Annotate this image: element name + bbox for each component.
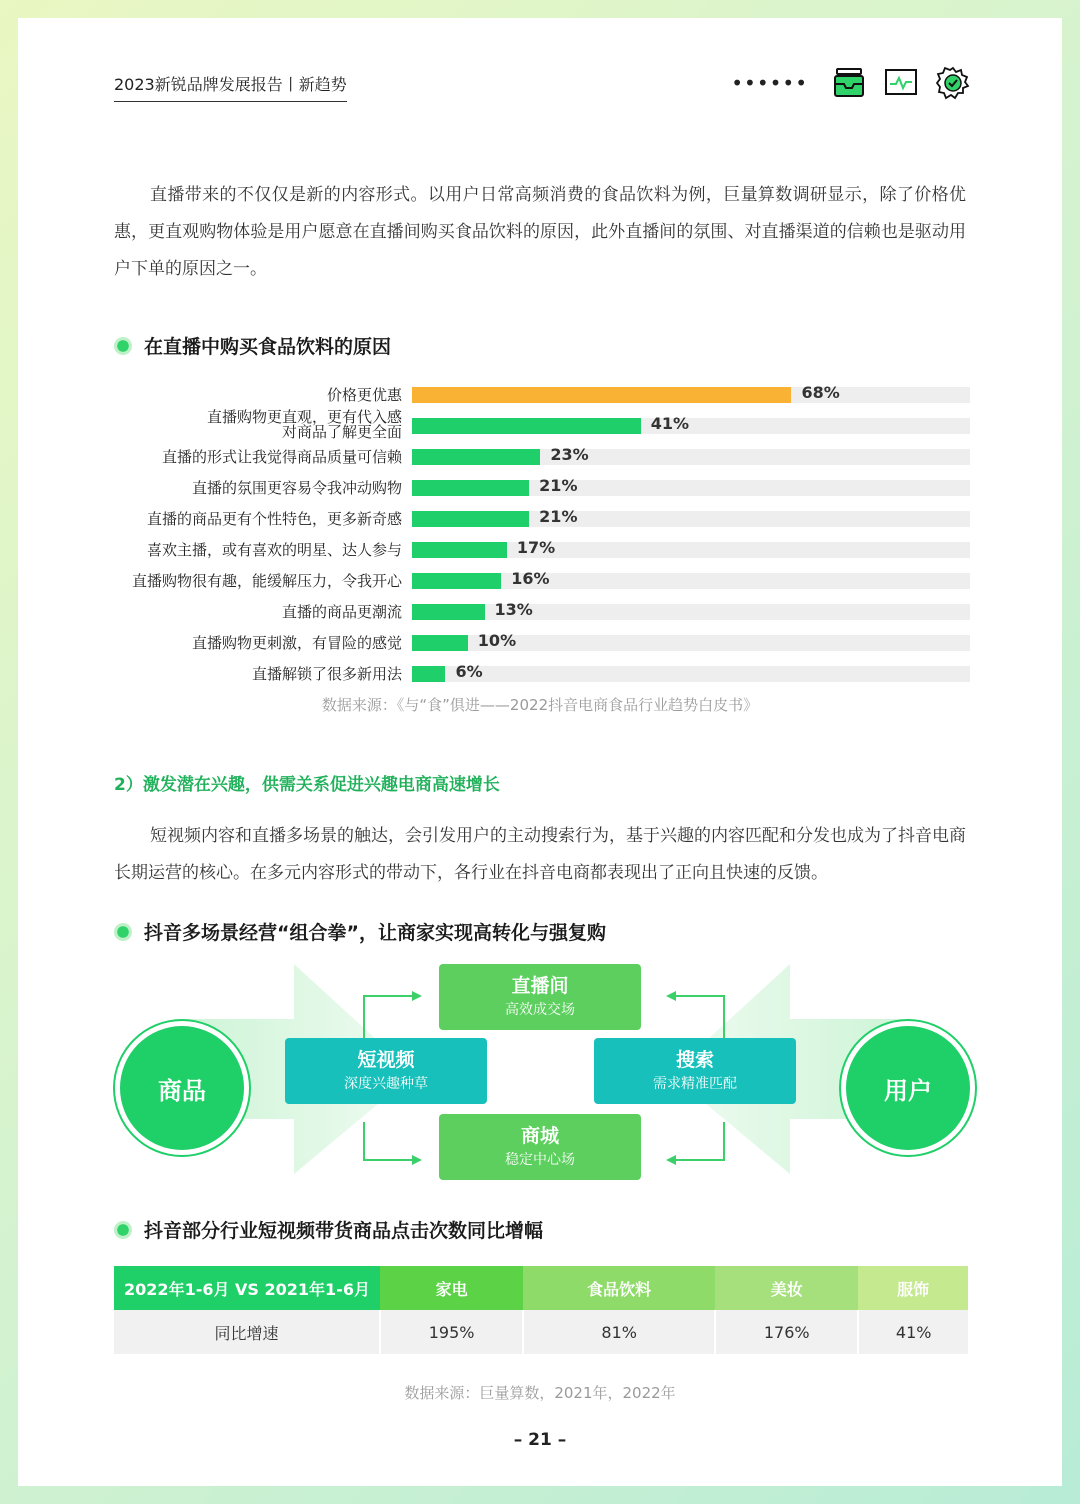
- table-row: [114, 1310, 968, 1354]
- table-header-cell: 美妆: [715, 1266, 858, 1310]
- table-cell: 同比增速: [114, 1310, 380, 1354]
- bar-row: [114, 659, 970, 690]
- bar-chart: [114, 380, 970, 690]
- bar-row: [114, 566, 970, 597]
- bar-row: [114, 535, 970, 566]
- growth-table: [114, 1266, 968, 1354]
- gear-check-icon[interactable]: [936, 66, 970, 100]
- bar-value-label: 21%: [539, 507, 578, 526]
- bar-row: [114, 442, 970, 473]
- table-cell: 176%: [715, 1310, 858, 1354]
- live-room-title: 直播间: [511, 975, 569, 997]
- bar-row: [114, 408, 970, 442]
- more-dots-icon[interactable]: ••••••: [731, 71, 808, 95]
- bar-value-label: 6%: [455, 662, 483, 681]
- live-room-subtitle: 高效成交场: [505, 1002, 575, 1018]
- bar-value-label: 16%: [511, 569, 550, 588]
- bar: [412, 511, 529, 527]
- bar-label: 直播购物很有趣，能缓解压力，令我开心: [131, 572, 402, 590]
- table-header-cell: 家电: [380, 1266, 523, 1310]
- mall-box: [439, 1114, 641, 1180]
- monitor-chart-icon[interactable]: [884, 66, 918, 100]
- sub-heading: 2）激发潜在兴趣，供需关系促进兴趣电商高速增长: [114, 775, 500, 795]
- bar-label: 喜欢主播，或有喜欢的明星、达人参与: [146, 541, 402, 559]
- diagram-title-text: 抖音多场景经营“组合拳”，让商家实现高转化与强复购: [144, 922, 606, 944]
- short-video-subtitle: 深度兴趣种草: [344, 1076, 428, 1092]
- bar-value-label: 68%: [801, 383, 840, 402]
- bar: [412, 573, 501, 589]
- user-node: 用户: [846, 1026, 970, 1150]
- report-header-title: 2023新锐品牌发展报告丨新趋势: [114, 72, 347, 102]
- bar-track: [412, 666, 970, 682]
- bar-label: 价格更优惠: [326, 386, 402, 404]
- short-video-title: 短视频: [357, 1049, 415, 1071]
- table-cell: 195%: [380, 1310, 523, 1354]
- table-header-cell: 2022年1-6月 VS 2021年1-6月: [114, 1266, 380, 1310]
- bar-label: 直播购物更直观，更有代入感 对商品了解更全面: [206, 408, 402, 441]
- table-header-cell: 食品饮料: [523, 1266, 715, 1310]
- bar-label: 直播的商品更潮流: [281, 603, 402, 621]
- bar-label: 直播的氛围更容易令我冲动购物: [191, 479, 402, 497]
- table-cell: 81%: [523, 1310, 715, 1354]
- bar: [412, 542, 507, 558]
- search-title: 搜索: [675, 1049, 714, 1071]
- bar: [412, 449, 540, 465]
- live-room-box: [439, 964, 641, 1030]
- header-toolbar: [731, 66, 970, 100]
- paragraph-2: 短视频内容和直播多场景的触达，会引发用户的主动搜索行为，基于兴趣的内容匹配和分发也成为了抖音电商长期运营的核心。在多元内容形式的带动下，各行业在抖音电商都表现出了正向且快速的反馈。: [114, 826, 966, 883]
- bar: [412, 635, 468, 651]
- bar-label: 直播购物更刺激，有冒险的感觉: [191, 634, 402, 652]
- bar-value-label: 17%: [516, 538, 556, 557]
- bar-row: [114, 504, 970, 535]
- bar-label: 直播的形式让我觉得商品质量可信赖: [161, 448, 402, 466]
- bar-label: 直播的商品更有个性特色，更多新奇感: [146, 510, 402, 528]
- chart-source: 数据来源：《与“食”俱进——2022抖音电商食品行业趋势白皮书》: [321, 696, 759, 714]
- bar-label: 直播解锁了很多新用法: [251, 665, 402, 683]
- inbox-icon[interactable]: [832, 66, 866, 100]
- mall-title: 商城: [520, 1125, 559, 1147]
- bar-value-label: 41%: [650, 414, 690, 433]
- page-number: – 21 –: [513, 1430, 567, 1450]
- table-cell: 41%: [858, 1310, 968, 1354]
- chart-title-text: 在直播中购买食品饮料的原因: [144, 336, 392, 358]
- table-header-row: [114, 1266, 968, 1310]
- search-subtitle: 需求精准匹配: [653, 1076, 737, 1092]
- mall-subtitle: 稳定中心场: [505, 1152, 575, 1168]
- bullet-icon: [114, 337, 132, 355]
- product-node: 商品: [120, 1026, 244, 1150]
- diagram-section-title: [114, 918, 606, 945]
- bar-row: [114, 380, 970, 411]
- search-box: [594, 1038, 796, 1104]
- chart-section-title: [114, 332, 391, 359]
- bar-row: [114, 473, 970, 504]
- bar-value-label: 10%: [477, 631, 517, 650]
- bar-row: [114, 597, 970, 628]
- bar: [412, 604, 485, 620]
- report-page: [18, 18, 1062, 1486]
- bar-value-label: 23%: [550, 445, 589, 464]
- bar: [412, 418, 641, 434]
- table-source: 数据来源：巨量算数，2021年，2022年: [404, 1384, 676, 1402]
- bar-value-label: 21%: [539, 476, 578, 495]
- bar-value-label: 13%: [494, 600, 533, 619]
- bar: [412, 387, 791, 403]
- intro-paragraph: 直播带来的不仅仅是新的内容形式。以用户日常高频消费的食品饮料为例，巨量算数调研显示，除了价格优惠，更直观购物体验是用户愿意在直播间购买食品饮料的原因，此外直播间的氛围、对直播渠道的信赖也是驱动用户下单的原因之一。: [114, 185, 966, 279]
- bar: [412, 480, 529, 496]
- scenario-diagram: [114, 964, 970, 1204]
- bar: [412, 666, 445, 682]
- bullet-icon: [114, 923, 132, 941]
- bar-row: [114, 628, 970, 659]
- bullet-icon: [114, 1221, 132, 1239]
- table-title-text: 抖音部分行业短视频带货商品点击次数同比增幅: [144, 1220, 544, 1242]
- short-video-box: [285, 1038, 487, 1104]
- table-section-title: [114, 1216, 543, 1243]
- table-header-cell: 服饰: [858, 1266, 968, 1310]
